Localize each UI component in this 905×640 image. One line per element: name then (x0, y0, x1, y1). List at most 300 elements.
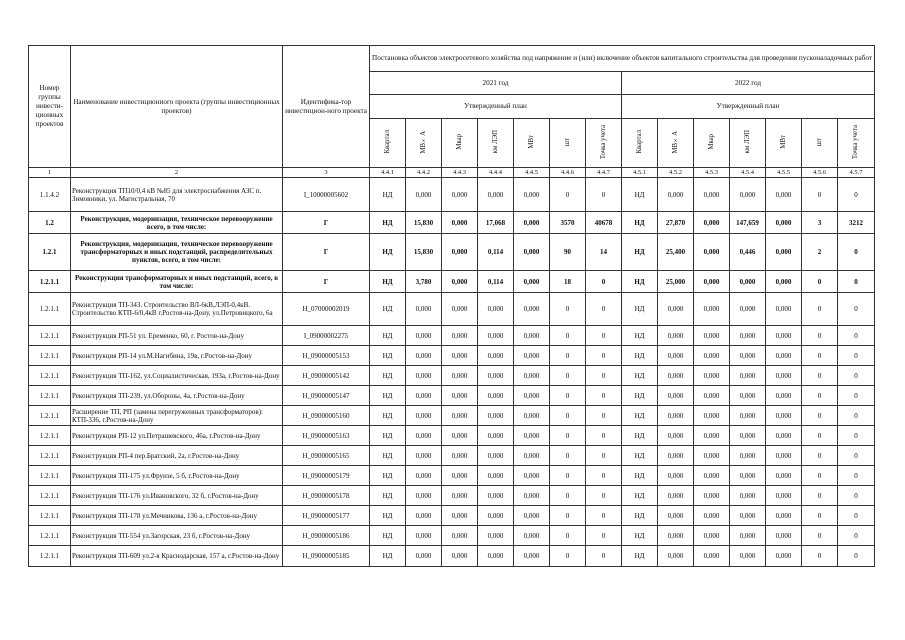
row-value-cell: 0,000 (406, 326, 442, 346)
row-value-cell: 0,000 (730, 366, 766, 386)
row-value-cell: 0 (586, 466, 622, 486)
row-value-cell: 0,000 (766, 546, 802, 567)
row-value-cell: НД (622, 386, 658, 406)
row-value-cell: 0,000 (694, 406, 730, 426)
row-identifier: H_09000005178 (283, 486, 370, 506)
header-unit-label: МВ×А (671, 130, 679, 154)
header-unit-label: МВт (527, 135, 535, 149)
row-project-name: Реконструкция, модернизация, техническое перевооружение трансформаторных и иных подстанций, распределительных пунктов, всего, в том числе: (71, 234, 283, 271)
row-value-cell: 0 (586, 506, 622, 526)
row-group-number: 1.2.1 (29, 234, 71, 271)
row-value-cell: 0 (838, 293, 875, 326)
row-value-cell: 0 (550, 466, 586, 486)
row-value-cell: 0,000 (478, 326, 514, 346)
table-row (29, 234, 875, 271)
row-value-cell: 0,000 (514, 446, 550, 466)
row-value-cell: НД (622, 506, 658, 526)
row-value-cell: 0 (838, 446, 875, 466)
row-group-number: 1.2.1.1 (29, 326, 71, 346)
table-row (29, 506, 875, 526)
row-value-cell: 0,000 (478, 386, 514, 406)
row-value-cell: 0,000 (766, 406, 802, 426)
row-value-cell: НД (622, 212, 658, 234)
row-value-cell: 0,000 (442, 486, 478, 506)
row-group-number: 1.2.1.1 (29, 271, 71, 293)
row-value-cell: 25,000 (658, 271, 694, 293)
row-value-cell: НД (622, 234, 658, 271)
row-value-cell: 0 (550, 526, 586, 546)
row-value-cell: 0,000 (766, 426, 802, 446)
row-value-cell: 0,114 (478, 271, 514, 293)
row-value-cell: 0 (550, 346, 586, 366)
header-unit-label: км ЛЭП (743, 130, 751, 154)
column-number: 4.5.4 (730, 168, 766, 178)
row-value-cell: 0,446 (730, 234, 766, 271)
row-value-cell: 0,000 (694, 346, 730, 366)
row-value-cell: 0 (550, 426, 586, 446)
row-value-cell: 0,000 (658, 546, 694, 567)
header-unit-cell (370, 119, 406, 168)
header-unit-label: шт (563, 137, 571, 147)
row-identifier: H_09000005163 (283, 426, 370, 446)
row-project-name: Реконструкция ТП10/0,4 кВ №85 для электроснабжения АЗС п. Зимовники, ул. Магистральная, 70 (71, 178, 283, 212)
row-value-cell: 0,000 (442, 426, 478, 446)
row-value-cell: 0,000 (658, 178, 694, 212)
row-value-cell: 0,000 (658, 406, 694, 426)
row-value-cell: 0 (838, 271, 875, 293)
row-value-cell: НД (370, 346, 406, 366)
row-project-name: Реконструкция ТП-343. Строительство ВЛ-6кВ,ЛЭП-0,4кВ. Строительство КТП-6/0,4кВ г.Ростов-на-Дону, ул.Петровицкого, 6а (71, 293, 283, 326)
row-value-cell: 0,000 (766, 178, 802, 212)
row-value-cell: 0,000 (658, 426, 694, 446)
row-value-cell: 0,000 (658, 386, 694, 406)
row-value-cell: 0,000 (478, 526, 514, 546)
row-value-cell: 0,000 (514, 234, 550, 271)
row-value-cell: 0 (586, 326, 622, 346)
row-value-cell: 0 (838, 366, 875, 386)
row-value-cell: 0,000 (730, 486, 766, 506)
column-number: 4.4.4 (478, 168, 514, 178)
row-value-cell: 0,000 (514, 293, 550, 326)
row-value-cell: 40678 (586, 212, 622, 234)
row-value-cell: 0,000 (442, 366, 478, 386)
row-value-cell: НД (370, 526, 406, 546)
row-value-cell: 0,000 (514, 346, 550, 366)
row-identifier: I_09000002275 (283, 326, 370, 346)
row-value-cell: НД (622, 346, 658, 366)
table-row (29, 366, 875, 386)
row-value-cell: 0,000 (478, 346, 514, 366)
row-value-cell: 0,000 (658, 366, 694, 386)
row-value-cell: 0,000 (730, 546, 766, 567)
header-unit-cell (586, 119, 622, 168)
row-value-cell: НД (370, 234, 406, 271)
row-value-cell: 0,000 (658, 326, 694, 346)
table-row (29, 486, 875, 506)
table-row (29, 178, 875, 212)
header-unit-cell (766, 119, 802, 168)
header-unit-cell (514, 119, 550, 168)
row-value-cell: 0,000 (442, 406, 478, 426)
row-project-name: Реконструкция ТП-176 ул.Ивановского, 32 б, г.Ростов-на-Дону (71, 486, 283, 506)
row-value-cell: 0 (586, 526, 622, 546)
row-value-cell: 0,000 (694, 178, 730, 212)
row-group-number: 1.2.1.1 (29, 386, 71, 406)
row-value-cell: НД (622, 366, 658, 386)
row-value-cell: 0,000 (442, 293, 478, 326)
row-value-cell: 0,000 (442, 271, 478, 293)
row-value-cell: 0,000 (730, 326, 766, 346)
row-value-cell: 0 (802, 178, 838, 212)
header-approved-plan-2021: Утвержденный план (370, 95, 622, 119)
row-value-cell: 0,000 (766, 526, 802, 546)
row-value-cell: 0,000 (442, 178, 478, 212)
row-value-cell: 0,000 (514, 466, 550, 486)
row-project-name: Реконструкция РП-12 ул.Петрашевского, 46а, г.Ростов-на-Дону (71, 426, 283, 446)
table-row (29, 212, 875, 234)
row-identifier: H_09000005186 (283, 526, 370, 546)
row-project-name: Реконструкция ТП-175 ул.Фрунзе, 5 б, г.Ростов-на-Дону (71, 466, 283, 486)
row-group-number: 1.2.1.1 (29, 526, 71, 546)
row-value-cell: 0 (586, 386, 622, 406)
row-value-cell: 0 (586, 406, 622, 426)
header-unit-label: Мвар (455, 134, 463, 150)
row-value-cell: 0 (838, 426, 875, 446)
header-unit-label: МВт (779, 135, 787, 149)
header-unit-cell (658, 119, 694, 168)
row-value-cell: НД (622, 326, 658, 346)
row-value-cell: НД (622, 486, 658, 506)
row-value-cell: 0 (586, 426, 622, 446)
table-row (29, 326, 875, 346)
row-value-cell: 0 (586, 346, 622, 366)
header-unit-cell (838, 119, 875, 168)
table-row (29, 426, 875, 446)
row-value-cell: 0 (802, 366, 838, 386)
row-value-cell: 0,000 (658, 526, 694, 546)
table-row (29, 406, 875, 426)
column-number: 1 (29, 168, 71, 178)
row-value-cell: НД (370, 546, 406, 567)
row-project-name: Реконструкция ТП-609 ул.2-я Краснодарская, 157 а, г.Ростов-на-Дону (71, 546, 283, 567)
row-value-cell: 0,000 (478, 366, 514, 386)
row-value-cell: 0,000 (730, 346, 766, 366)
column-number: 4.5.3 (694, 168, 730, 178)
row-group-number: 1.2 (29, 212, 71, 234)
row-value-cell: 0 (802, 271, 838, 293)
row-value-cell: 0,000 (694, 426, 730, 446)
table-row (29, 446, 875, 466)
row-value-cell: 0,000 (694, 506, 730, 526)
column-number: 4.5.6 (802, 168, 838, 178)
row-value-cell: 3 (802, 212, 838, 234)
row-value-cell: 0,000 (766, 366, 802, 386)
header-unit-label: МВ×А (419, 130, 427, 154)
row-value-cell: 17,068 (478, 212, 514, 234)
row-value-cell: НД (622, 406, 658, 426)
row-value-cell: 0,000 (730, 271, 766, 293)
header-unit-label: Точка учета (852, 124, 859, 160)
row-value-cell: НД (370, 293, 406, 326)
row-project-name: Реконструкция ТП-554 ул.Загорская, 23 б, г.Ростов-на-Дону (71, 526, 283, 546)
row-value-cell: 3,780 (406, 271, 442, 293)
header-approved-plan-2022: Утвержденный план (622, 95, 875, 119)
row-value-cell: 0 (802, 326, 838, 346)
row-value-cell: НД (622, 271, 658, 293)
row-value-cell: 2 (802, 234, 838, 271)
header-commissioning: Постановка объектов электросетевого хозяйства под напряжение и (или) включение объектов капитального строительства для проведения пусконаладочных работ (370, 46, 875, 72)
row-value-cell: 0,000 (766, 386, 802, 406)
column-number: 2 (71, 168, 283, 178)
row-value-cell: НД (622, 446, 658, 466)
row-value-cell: 0,000 (406, 506, 442, 526)
row-value-cell: 0,000 (442, 212, 478, 234)
row-value-cell: 0,000 (442, 446, 478, 466)
column-number: 4.4.6 (550, 168, 586, 178)
row-value-cell: 0,114 (478, 234, 514, 271)
row-value-cell: НД (370, 506, 406, 526)
row-value-cell: 0 (802, 346, 838, 366)
header-unit-label: Квартал (383, 130, 391, 154)
row-identifier: H_09000005185 (283, 546, 370, 567)
row-value-cell: 0,000 (766, 212, 802, 234)
row-value-cell: НД (370, 426, 406, 446)
column-number: 4.5.1 (622, 168, 658, 178)
row-value-cell: 0,000 (766, 466, 802, 486)
row-value-cell: 0,000 (406, 346, 442, 366)
row-value-cell: 0,000 (694, 212, 730, 234)
row-value-cell: 0 (838, 346, 875, 366)
row-group-number: 1.2.1.1 (29, 426, 71, 446)
header-unit-cell (694, 119, 730, 168)
row-value-cell: 25,400 (658, 234, 694, 271)
investment-projects-table (28, 45, 875, 567)
header-unit-cell (802, 119, 838, 168)
row-value-cell: 0,000 (694, 326, 730, 346)
row-group-number: 1.2.1.1 (29, 486, 71, 506)
row-value-cell: 0,000 (514, 426, 550, 446)
column-number: 4.4.3 (442, 168, 478, 178)
row-group-number: 1.2.1.1 (29, 446, 71, 466)
row-value-cell: 0 (550, 406, 586, 426)
row-value-cell: 0 (586, 366, 622, 386)
table-row (29, 271, 875, 293)
row-value-cell: НД (370, 446, 406, 466)
header-unit-cell (478, 119, 514, 168)
row-value-cell: 0 (550, 386, 586, 406)
row-identifier: H_09000005142 (283, 366, 370, 386)
row-value-cell: 0,000 (514, 178, 550, 212)
row-group-number: 1.2.1.1 (29, 546, 71, 567)
row-value-cell: 0,000 (514, 406, 550, 426)
investment-table-sheet (28, 45, 870, 607)
row-identifier: H_09000005177 (283, 506, 370, 526)
row-group-number: 1.2.1.1 (29, 293, 71, 326)
row-value-cell: 0,000 (658, 486, 694, 506)
row-value-cell: 0,000 (514, 486, 550, 506)
column-number: 4.5.5 (766, 168, 802, 178)
row-value-cell: 0,000 (406, 178, 442, 212)
row-value-cell: 0 (838, 386, 875, 406)
row-value-cell: 0 (838, 234, 875, 271)
row-value-cell: 0,000 (658, 293, 694, 326)
row-value-cell: 0,000 (406, 293, 442, 326)
row-value-cell: 0,000 (478, 426, 514, 446)
header-unit-cell (406, 119, 442, 168)
row-value-cell: НД (370, 486, 406, 506)
table-row (29, 526, 875, 546)
row-value-cell: 0 (802, 293, 838, 326)
row-value-cell: 0,000 (442, 386, 478, 406)
row-value-cell: 0,000 (766, 293, 802, 326)
row-value-cell: 0,000 (514, 526, 550, 546)
row-identifier: Г (283, 212, 370, 234)
row-value-cell: 0,000 (478, 178, 514, 212)
header-year-2021: 2021 год (370, 72, 622, 95)
row-value-cell: 0,000 (766, 326, 802, 346)
row-value-cell: 0,000 (478, 406, 514, 426)
row-value-cell: 0,000 (478, 466, 514, 486)
row-value-cell: 0,000 (406, 466, 442, 486)
row-identifier: H_09000005153 (283, 346, 370, 366)
row-project-name: Реконструкция РП-51 ул. Еременко, 60, г. Ростов-на-Дону (71, 326, 283, 346)
row-value-cell: 0,000 (694, 486, 730, 506)
row-value-cell: 0,000 (658, 446, 694, 466)
row-value-cell: 0 (802, 446, 838, 466)
row-value-cell: НД (370, 366, 406, 386)
row-value-cell: 0 (586, 546, 622, 567)
table-row (29, 546, 875, 567)
row-value-cell: 0 (802, 546, 838, 567)
row-value-cell: 0,000 (730, 526, 766, 546)
row-value-cell: 0,000 (730, 426, 766, 446)
header-identifier: Идентифика-тор инвестицион-ного проекта (283, 46, 370, 168)
header-unit-cell (442, 119, 478, 168)
row-value-cell: НД (370, 212, 406, 234)
row-value-cell: 0,000 (730, 406, 766, 426)
row-value-cell: 0,000 (406, 386, 442, 406)
row-value-cell: 0,000 (514, 271, 550, 293)
header-unit-cell (550, 119, 586, 168)
row-value-cell: 0,000 (730, 506, 766, 526)
row-value-cell: 18 (550, 271, 586, 293)
row-value-cell: НД (622, 546, 658, 567)
row-group-number: 1.2.1.1 (29, 406, 71, 426)
column-number: 4.4.2 (406, 168, 442, 178)
row-value-cell: 0,000 (442, 346, 478, 366)
row-value-cell: 0,000 (730, 466, 766, 486)
table-row (29, 386, 875, 406)
row-group-number: 1.2.1.1 (29, 466, 71, 486)
row-value-cell: 15,830 (406, 212, 442, 234)
row-value-cell: 0,000 (766, 446, 802, 466)
row-value-cell: 0 (586, 178, 622, 212)
row-value-cell: 0,000 (442, 546, 478, 567)
row-value-cell: 0,000 (658, 506, 694, 526)
row-value-cell: 0,000 (406, 526, 442, 546)
row-value-cell: 0,000 (514, 212, 550, 234)
row-value-cell: 0,000 (514, 366, 550, 386)
column-number: 4.5.2 (658, 168, 694, 178)
row-value-cell: 0 (838, 178, 875, 212)
row-value-cell: 0,000 (694, 386, 730, 406)
header-unit-label: Квартал (635, 130, 643, 154)
row-value-cell: НД (370, 178, 406, 212)
row-value-cell: НД (622, 293, 658, 326)
row-project-name: Реконструкция РП-14 ул.М.Нагибина, 19в, г.Ростов-на-Дону (71, 346, 283, 366)
row-value-cell: 0 (550, 546, 586, 567)
header-unit-label: км ЛЭП (491, 130, 499, 154)
row-identifier: Г (283, 271, 370, 293)
row-value-cell: 0,000 (406, 446, 442, 466)
row-value-cell: 90 (550, 234, 586, 271)
row-value-cell: 0 (838, 546, 875, 567)
row-value-cell: 0 (802, 506, 838, 526)
row-value-cell: 0,000 (730, 386, 766, 406)
row-value-cell: 0,000 (406, 406, 442, 426)
row-project-name: Реконструкция ТП-162, ул.Социалистическая, 193а, г.Ростов-на-Дону (71, 366, 283, 386)
row-value-cell: 0,000 (406, 546, 442, 567)
row-value-cell: 3212 (838, 212, 875, 234)
row-value-cell: 0,000 (514, 326, 550, 346)
row-value-cell: 0,000 (694, 446, 730, 466)
row-value-cell: 0 (802, 386, 838, 406)
row-value-cell: 0 (838, 526, 875, 546)
row-group-number: 1.2.1.1 (29, 346, 71, 366)
row-project-name: Реконструкция РП-4 пер.Братский, 2а, г.Ростов-на-Дону (71, 446, 283, 466)
row-value-cell: 0,000 (406, 486, 442, 506)
row-value-cell: 0 (838, 326, 875, 346)
row-value-cell: 0,000 (730, 178, 766, 212)
row-value-cell: 0,000 (730, 446, 766, 466)
row-value-cell: 0,000 (766, 486, 802, 506)
row-value-cell: 0 (838, 406, 875, 426)
header-group-number: Номер группы инвести-ционных проектов (29, 46, 71, 168)
row-value-cell: 0 (802, 526, 838, 546)
row-value-cell: 0,000 (442, 526, 478, 546)
row-value-cell: 0,000 (730, 293, 766, 326)
row-value-cell: 0,000 (442, 466, 478, 486)
row-value-cell: 0 (838, 466, 875, 486)
row-value-cell: 14 (586, 234, 622, 271)
row-value-cell: 0 (550, 446, 586, 466)
row-project-name: Реконструкция трансформаторных и иных подстанций, всего, в том числе: (71, 271, 283, 293)
row-value-cell: 0,000 (694, 271, 730, 293)
column-number: 4.4.5 (514, 168, 550, 178)
row-value-cell: 0 (586, 446, 622, 466)
row-value-cell: НД (370, 406, 406, 426)
row-value-cell: 0 (802, 426, 838, 446)
row-project-name: Расширение ТП, РП (замена перегруженных трансформаторов): КТП-336, г.Ростов-на-Дону (71, 406, 283, 426)
row-value-cell: 0,000 (478, 293, 514, 326)
row-value-cell: 0 (802, 406, 838, 426)
row-value-cell: 0,000 (478, 506, 514, 526)
row-value-cell: 0,000 (694, 293, 730, 326)
row-value-cell: 0,000 (406, 426, 442, 446)
row-value-cell: 0,000 (478, 546, 514, 567)
row-value-cell: 0 (550, 178, 586, 212)
row-identifier: H_09000005147 (283, 386, 370, 406)
row-value-cell: 0 (586, 486, 622, 506)
row-value-cell: НД (622, 526, 658, 546)
row-value-cell: 0,000 (514, 506, 550, 526)
row-value-cell: 0,000 (766, 506, 802, 526)
row-value-cell: 0 (550, 506, 586, 526)
row-identifier: H_09000005179 (283, 466, 370, 486)
row-value-cell: 0,000 (694, 546, 730, 567)
table-row (29, 293, 875, 326)
row-value-cell: 0 (802, 466, 838, 486)
